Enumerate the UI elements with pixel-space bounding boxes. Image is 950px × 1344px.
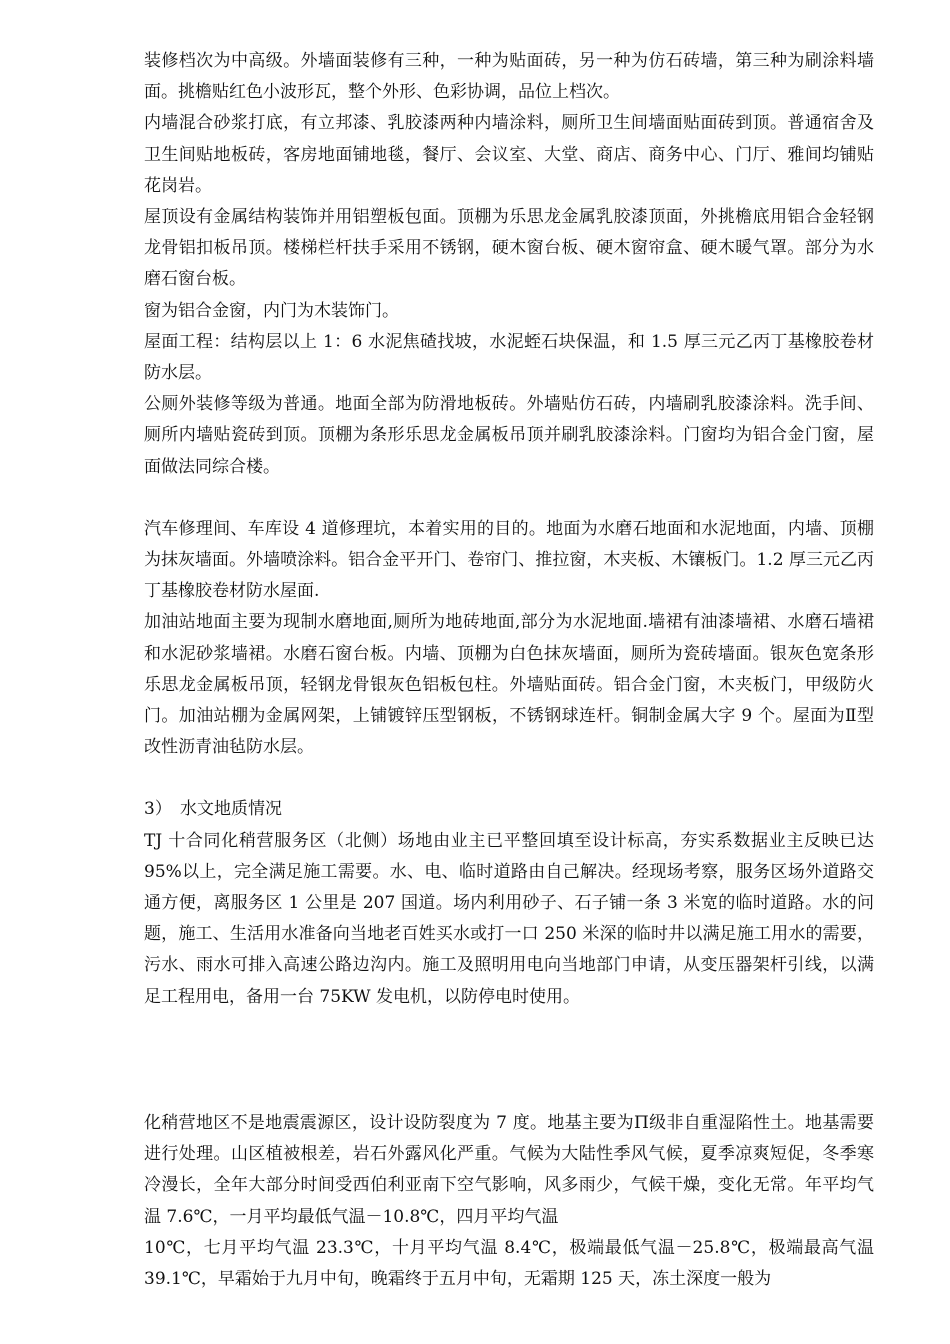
- paragraph-roof-ceiling: 屋顶设有金属结构装饰并用铝塑板包面。顶棚为乐思龙金属乳胶漆顶面，外挑檐底用铝合金轻钢龙骨铝扣板吊顶。楼梯栏杆扶手采用不锈钢，硬木窗台板、硬木窗帘盒、硬木暖气罩。部分为水磨石窗台板。: [144, 207, 874, 290]
- paragraph-temperature: 10℃，七月平均气温 23.3℃，十月平均气温 8.4℃，极端最低气温－25.8℃，极端最高气温 39.1℃，早霜始于九月中旬，晚霜终于五月中旬，无霜期 125 天，冻土深度一般为: [144, 1237, 874, 1289]
- paragraph-interior-wall: 内墙混合砂浆打底，有立邦漆、乳胶漆两种内墙涂料，厕所卫生间墙面贴面砖到顶。普通宿舍及卫生间贴地板砖，客房地面铺地毯，餐厅、会议室、大堂、商店、商务中心、门厅、雅间均铺贴花岗岩。: [144, 113, 874, 196]
- paragraph-exterior-finish: 装修档次为中高级。外墙面装修有三种，一种为贴面砖，另一种为仿石砖墙，第三种为刷涂料墙面。挑檐贴红色小波形瓦，整个外形、色彩协调，品位上档次。: [144, 51, 874, 103]
- paragraph-garage: 汽车修理间、车库设 4 道修理坑，本着实用的目的。地面为水磨石地面和水泥地面，内墙、顶棚为抹灰墙面。外墙喷涂料。铝合金平开门、卷帘门、推拉窗，木夹板、木镶板门。1.2 厚三元乙丙丁基橡胶卷材防水屋面.: [144, 518, 874, 602]
- paragraph-gas-station: 加油站地面主要为现制水磨地面,厕所为地砖地面,部分为水泥地面.墙裙有油漆墙裙、水磨石墙裙和水泥砂浆墙裙。水磨石窗台板。内墙、顶棚为白色抹灰墙面，厕所为瓷砖墙面。银灰色宽条形乐思龙金属板吊顶，轻钢龙骨银灰色铝板包柱。外墙贴面砖。铝合金门窗，木夹板门，甲级防火门。加油站棚为金属网架，上铺镀锌压型钢板，不锈钢球连杆。铜制金属大字 9 个。屋面为Ⅱ型改性沥青油毡防水层。: [144, 612, 874, 758]
- blank-space: [144, 1013, 874, 1108]
- paragraph-roofing-works: 屋面工程：结构层以上 1：6 水泥焦碴找坡，水泥蛭石块保温，和 1.5 厚三元乙丙丁基橡胶卷材防水层。: [144, 331, 874, 384]
- paragraph-public-toilet: 公厕外装修等级为普通。地面全部为防滑地板砖。外墙贴仿石砖，内墙刷乳胶漆涂料。洗手间、厕所内墙贴瓷砖到顶。顶棚为条形乐思龙金属板吊顶并刷乳胶漆涂料。门窗均为铝合金门窗，屋面做法同综合楼。: [144, 394, 874, 477]
- section-heading: [144, 794, 874, 825]
- paragraph-site-conditions: TJ 十合同化稍营服务区（北侧）场地由业主已平整回填至设计标高，夯实系数据业主反映已达 95%以上，完全满足施工需要。水、电、临时道路由自己解决。经现场考察，服务区场外道路交通方便，离服务区 1 公里是 207 国道。场内利用砂子、石子铺一条 3 米宽的临时道路。水的问题，施工、生活用水准备向当地老百姓买水或打一口 250 米深的临时井以满足施工用水的需要，污水、雨水可排入高速公路边沟内。施工及照明用电向当地部门申请，从变压器架杆引线，以满足工程用电，备用一台 75KW 发电机，以防停电时使用。: [144, 830, 874, 1007]
- section-title: 水文地质情况: [180, 799, 282, 820]
- paragraph-climate-geology: 化稍营地区不是地震震源区，设计设防裂度为 7 度。地基主要为П级非自重湿陷性土。地基需要进行处理。山区植被根差，岩石外露风化严重。气候为大陆性季风气候，夏季凉爽短促，冬季寒冷漫长，全年大部分时间受西伯利亚南下空气影响，风多雨少，气候干燥，变化无常。年平均气温 7.6℃，一月平均最低气温－10.8℃，四月平均气温: [144, 1112, 874, 1227]
- document-page: [144, 46, 874, 1295]
- blank-line: [144, 763, 874, 794]
- blank-line: [144, 483, 874, 514]
- paragraph-windows-doors: 窗为铝合金窗，内门为木装饰门。: [144, 300, 399, 321]
- section-number: 3）: [144, 799, 172, 820]
